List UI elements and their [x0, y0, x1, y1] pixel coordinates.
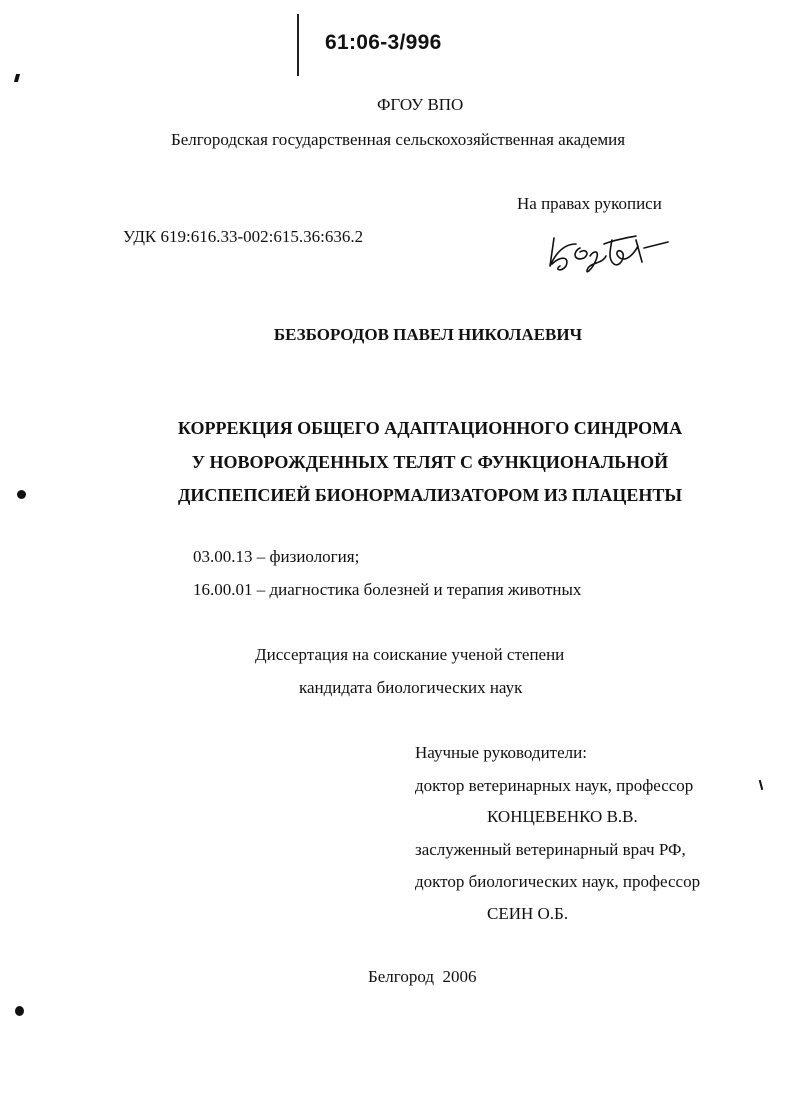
udc-code: УДК 619:616.33-002:615.36:636.2 [123, 227, 364, 246]
specialty-line-2: 16.00.01 – диагностика болезней и терапия животных [193, 580, 582, 599]
supervisor-1-title: доктор ветеринарных наук, профессор [415, 776, 694, 795]
academy-name: Белгородская государственная сельскохозяйственная академия [171, 130, 626, 149]
hole-punch-mark [17, 490, 26, 499]
supervisor-2-name: СЕИН О.Б. [487, 904, 569, 923]
scan-speck [759, 780, 764, 790]
organization-name: ФГОУ ВПО [377, 95, 464, 114]
degree-line-1: Диссертация на соискание ученой степени [255, 645, 565, 664]
hole-punch-mark [15, 1006, 24, 1016]
title-line-1: КОРРЕКЦИЯ ОБЩЕГО АДАПТАЦИОННОГО СИНДРОМА [177, 418, 683, 438]
supervisor-2-title: доктор биологических наук, профессор [415, 872, 701, 891]
archive-code: 61:06-3/996 [325, 31, 442, 54]
degree-line-2: кандидата биологических наук [299, 678, 523, 697]
place-year: Белгород 2006 [368, 967, 477, 986]
author-name: БЕЗБОРОДОВ ПАВЕЛ НИКОЛАЕВИЧ [273, 325, 583, 344]
supervisor-1-name: КОНЦЕВЕНКО В.В. [487, 807, 638, 826]
scan-speck [14, 74, 20, 82]
title-line-3: ДИСПЕПСИЕЙ БИОНОРМАЛИЗАТОРОМ ИЗ ПЛАЦЕНТЫ [177, 485, 683, 505]
supervisors-heading: Научные руководители: [415, 743, 587, 762]
manuscript-note: На правах рукописи [517, 194, 662, 213]
supervisor-2-honor: заслуженный ветеринарный врач РФ, [415, 840, 686, 859]
title-line-2: У НОВОРОЖДЕННЫХ ТЕЛЯТ С ФУНКЦИОНАЛЬНОЙ [191, 452, 669, 472]
handwritten-signature-icon [540, 226, 680, 284]
specialty-line-1: 03.00.13 – физиология; [193, 547, 360, 566]
scan-divider-line [297, 14, 299, 76]
